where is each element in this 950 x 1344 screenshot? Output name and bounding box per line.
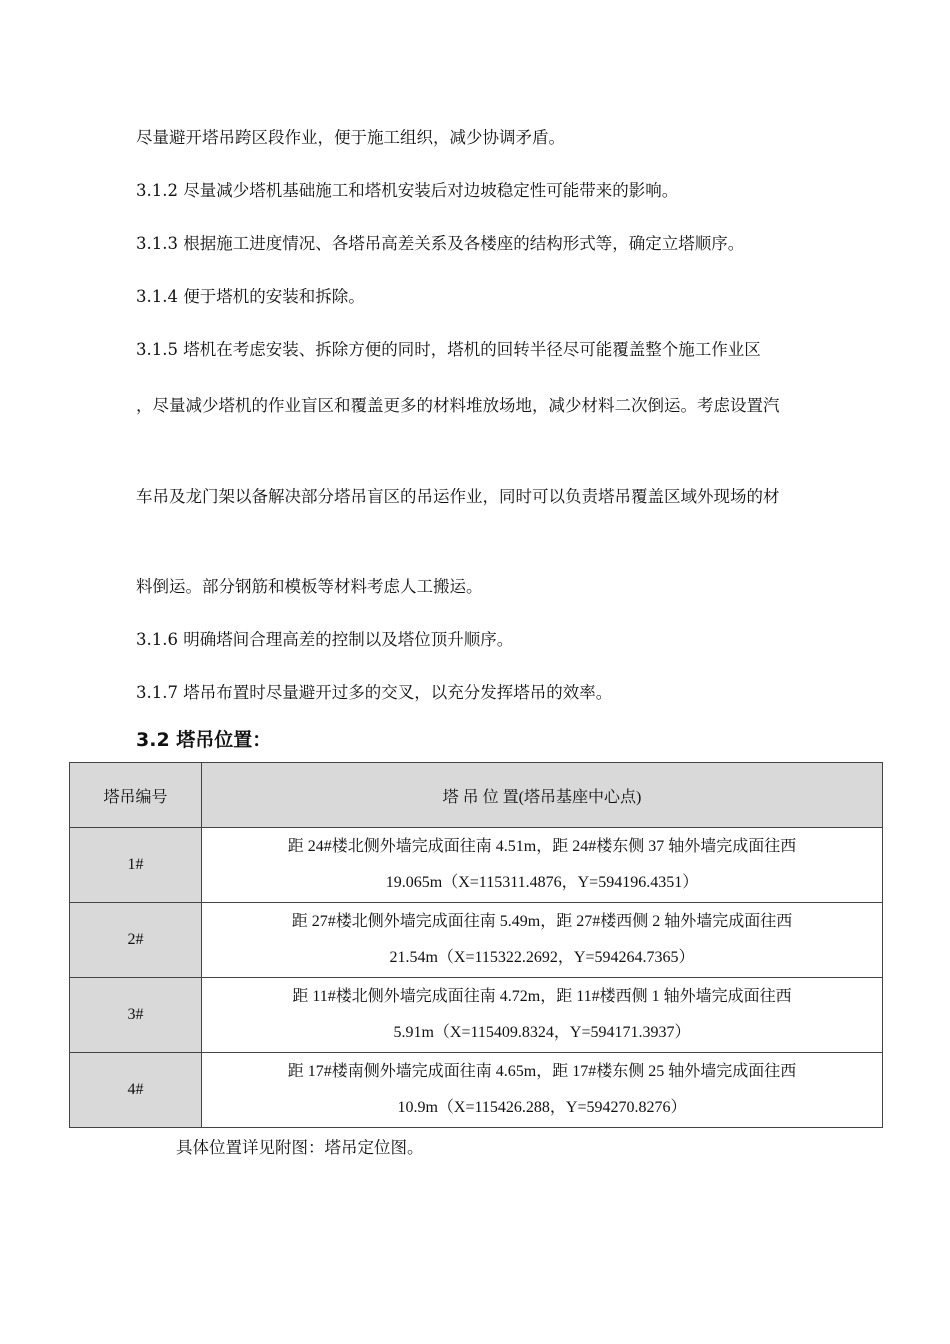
position-line-1: 距 27#楼北侧外墙完成面往南 5.49m，距 27#楼西侧 2 轴外墙完成面往西 [291,913,793,930]
crane-id-cell: 3# [70,978,202,1053]
paragraph-3-1-2: 3.1.2 尽量减少塔机基础施工和塔机安装后对边坡稳定性可能带来的影响。 [136,181,679,200]
table-row [70,978,883,1053]
crane-position-cell [202,1053,883,1128]
crane-position-cell [202,978,883,1053]
paragraph-3-1-4: 3.1.4 便于塔机的安装和拆除。 [136,287,365,306]
paragraph-3-1-6: 3.1.6 明确塔间合理高差的控制以及塔位顶升顺序。 [136,630,514,649]
table-header-row [70,763,883,828]
position-line-1: 距 17#楼南侧外墙完成面往南 4.65m，距 17#楼东侧 25 轴外墙完成面往西 [287,1063,797,1080]
paragraph-3-1-7: 3.1.7 塔吊布置时尽量避开过多的交叉，以充分发挥塔吊的效率。 [136,683,613,702]
tower-crane-table [69,762,883,1128]
paragraph-3-1-3: 3.1.3 根据施工进度情况、各塔吊高差关系及各楼座的结构形式等，确定立塔顺序。 [136,234,745,253]
crane-position-cell [202,903,883,978]
crane-id-cell: 4# [70,1053,202,1128]
position-line-2: 21.54m（X=115322.2692，Y=594264.7365） [389,949,695,966]
paragraph-3-1-5-cont-1: ，尽量减少塔机的作业盲区和覆盖更多的材料堆放场地，减少材料二次倒运。考虑设置汽 [136,396,780,415]
paragraph-3-1-5-cont-3: 料倒运。部分钢筋和模板等材料考虑人工搬运。 [136,577,483,596]
crane-id-cell: 1# [70,828,202,903]
position-line-1: 距 11#楼北侧外墙完成面往南 4.72m，距 11#楼西侧 1 轴外墙完成面往西 [292,988,792,1005]
section-heading: 3.2 塔吊位置： [136,729,272,751]
header-crane-id: 塔吊编号 [70,763,202,828]
table-row [70,903,883,978]
table-row [70,1053,883,1128]
position-line-2: 5.91m（X=115409.8324，Y=594171.3937） [393,1024,691,1041]
table-row [70,828,883,903]
header-crane-position: 塔 吊 位 置(塔吊基座中心点) [202,763,883,828]
position-line-2: 10.9m（X=115426.288，Y=594270.8276） [397,1099,687,1116]
crane-position-cell [202,828,883,903]
position-line-1: 距 24#楼北侧外墙完成面往南 4.51m，距 24#楼东侧 37 轴外墙完成面往西 [287,838,797,855]
paragraph-continuation: 尽量避开塔吊跨区段作业，便于施工组织，减少协调矛盾。 [136,128,565,147]
paragraph-3-1-5: 3.1.5 塔机在考虑安装、拆除方便的同时，塔机的回转半径尽可能覆盖整个施工作业区 [136,340,761,359]
paragraph-3-1-5-cont-2: 车吊及龙门架以备解决部分塔吊盲区的吊运作业，同时可以负责塔吊覆盖区域外现场的材 [136,487,780,506]
crane-id-cell: 2# [70,903,202,978]
position-line-2: 19.065m（X=115311.4876，Y=594196.4351） [385,874,699,891]
location-note: 具体位置详见附图：塔吊定位图。 [176,1138,424,1157]
